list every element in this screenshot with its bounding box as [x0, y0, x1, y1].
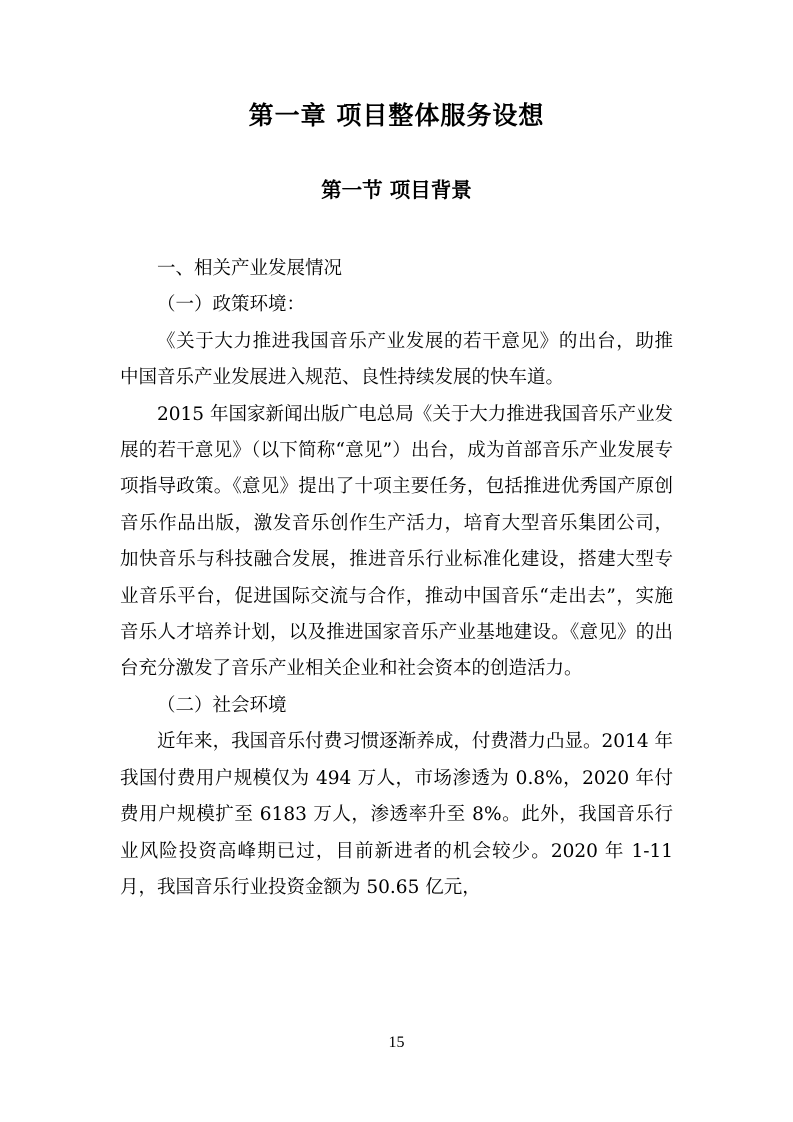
paragraph-policy-intro: 《关于大力推进我国音乐产业发展的若干意见》的出台，助推中国音乐产业发展进入规范、良性持续发展的快车道。: [120, 330, 673, 389]
chapter-title: 第一章 项目整体服务设想: [248, 101, 545, 130]
paragraph-policy-detail: 2015 年国家新闻出版广电总局《关于大力推进我国音乐产业发展的若干意见》（以下简称“意见”）出台，成为首部音乐产业发展专项指导政策。《意见》提出了十项主要任务，包括推进优秀国产原创音乐作品出版，激发音乐创作生产活力，培育大型音乐集团公司，加快音乐与科技融合发展，推进音乐行业标准化建设，搭建大型专业音乐平台，促进国际交流与合作，推动中国音乐“走出去”，实施音乐人才培养计划，以及推进国家音乐产业基地建设。《意见》的出台充分激发了音乐产业相关企业和社会资本的创造活力。: [120, 403, 673, 680]
paragraph-social-detail: 近年来，我国音乐付费习惯逐渐养成，付费潜力凸显。2014 年我国付费用户规模仅为 494 万人，市场渗透为 0.8%，2020 年付费用户规模扩至 6183 万人，渗透率升至 8%。此外，我国音乐行业风险投资高峰期已过，目前新进者的机会较少。2020 年 1-11 月，我国音乐行业投资金额为 50.65 亿元，: [120, 731, 673, 898]
subheading-social-environment: （二）社会环境: [157, 694, 287, 716]
section-title: 第一节 项目背景: [321, 178, 472, 202]
body-text: [120, 251, 673, 906]
heading-industry-development: 一、相关产业发展情况: [157, 258, 343, 279]
subheading-policy-environment: （一）政策环境：: [157, 294, 306, 316]
page-number: 15: [388, 1034, 405, 1051]
